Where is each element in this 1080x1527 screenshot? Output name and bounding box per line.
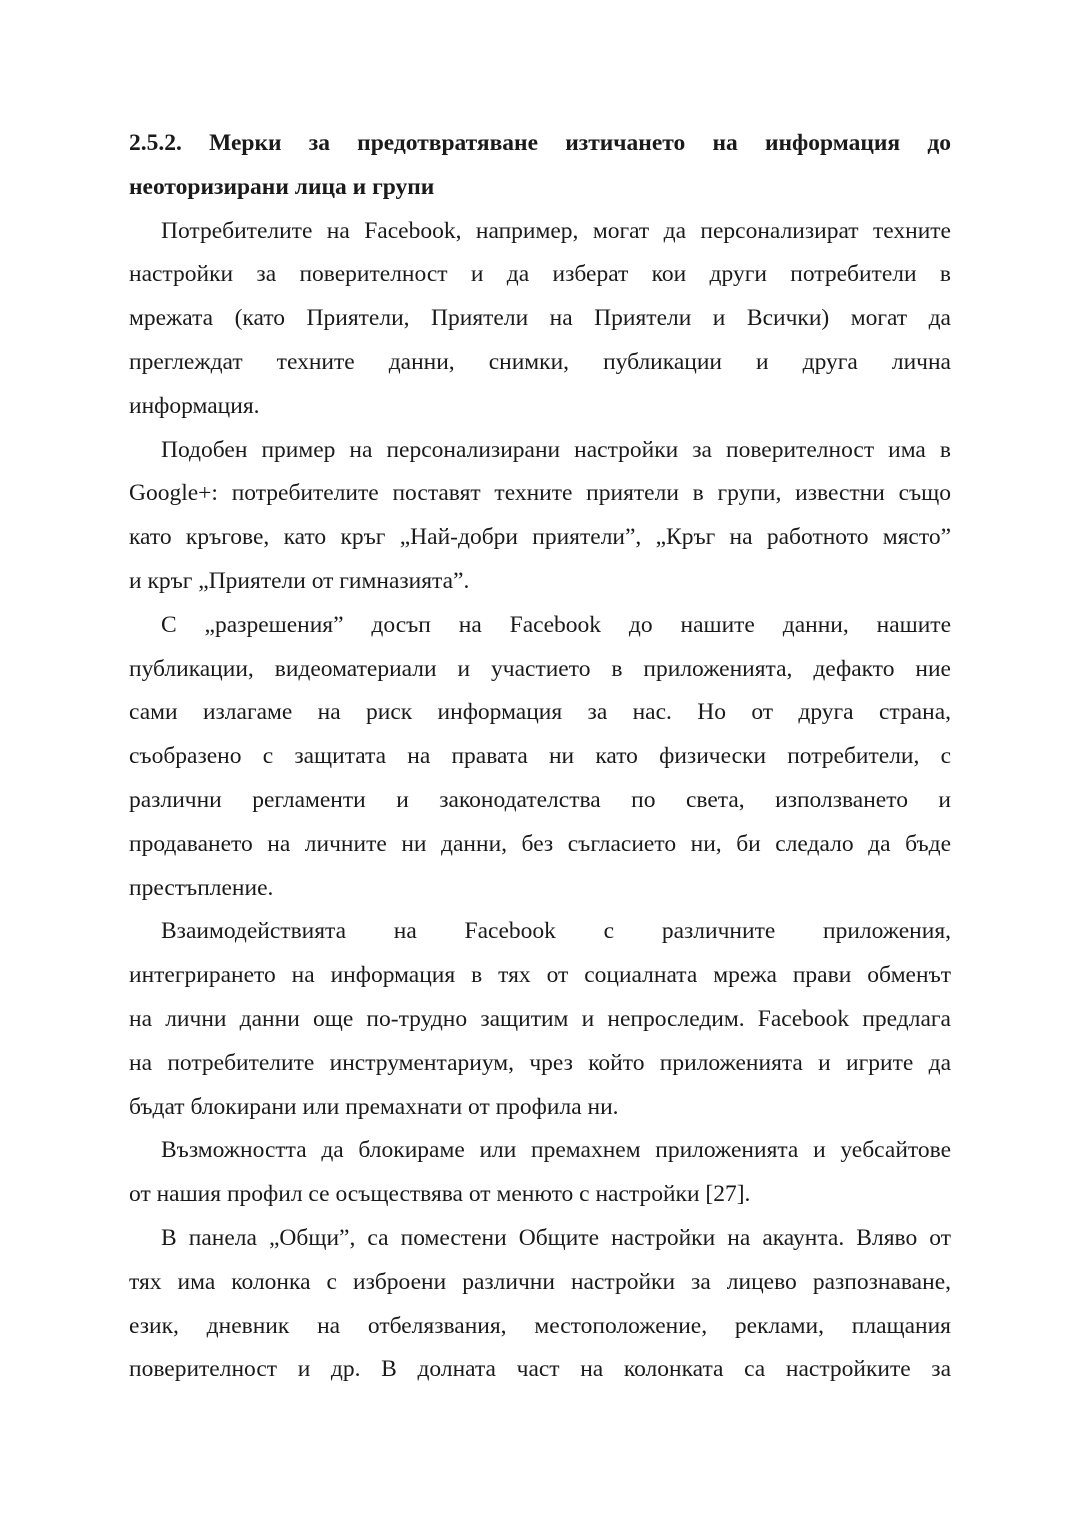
text-line: поверителност и др. В долната част на колонката са настройките за xyxy=(129,1356,951,1383)
text-line: престъпление. xyxy=(129,874,274,901)
text-line: интегрирането на информация в тях от социалната мрежа прави обменът xyxy=(129,962,951,989)
heading-line: 2.5.2. Мерки за предотвратяване изтичането на информация до xyxy=(129,130,951,156)
text-line: бъдат блокирани или премахнати от профила ни. xyxy=(129,1093,619,1120)
text-line: Взаимодействията на Facebook с различните приложения, xyxy=(161,918,951,945)
paragraph-google-plus xyxy=(129,429,951,604)
text-line: сами излагаме на риск информация за нас. Но от друга страна, xyxy=(129,699,951,726)
paragraph-facebook-privacy xyxy=(129,210,951,429)
section-heading xyxy=(129,122,951,210)
text-line: преглеждат техните данни, снимки, публикации и друга лична xyxy=(129,348,951,375)
paragraph-general-panel xyxy=(129,1217,951,1392)
text-line: език, дневник на отбелязвания, местоположение, реклами, плащания xyxy=(129,1312,951,1339)
text-line: В панела „Общи”, са поместени Общите настройки на акаунта. Вляво от xyxy=(161,1224,951,1251)
paragraph-app-interactions xyxy=(129,910,951,1129)
text-line: Потребителите на Facebook, например, могат да персонализират техните xyxy=(161,217,951,244)
text-line: мрежата (като Приятели, Приятели на Приятели и Всички) могат да xyxy=(129,305,951,332)
text-line: съобразено с защитата на правата ни като физически потребители, с xyxy=(129,743,951,770)
heading-line: неоторизирани лица и групи xyxy=(129,173,435,200)
text-line: различни регламенти и законодателства по света, използването и xyxy=(129,786,951,813)
text-line: Подобен пример на персонализирани настройки за поверителност има в xyxy=(161,436,951,463)
text-line: настройки за поверителност и да изберат кои други потребители в xyxy=(129,261,951,288)
text-line: С „разрешения” досъп на Facebook до нашите данни, нашите xyxy=(161,611,951,638)
text-line: Google+: потребителите поставят техните приятели в групи, известни също xyxy=(129,480,951,507)
text-line: продаването на личните ни данни, без съгласието ни, би следало да бъде xyxy=(129,830,951,857)
document-page xyxy=(129,122,951,1392)
text-line: и кръг „Приятели от гимназията”. xyxy=(129,567,470,594)
text-line: Възможността да блокираме или премахнем приложенията и уебсайтове xyxy=(161,1137,951,1164)
paragraph-permissions xyxy=(129,604,951,911)
text-line: като кръгове, като кръг „Най-добри приятели”, „Кръг на работното място” xyxy=(129,524,951,551)
text-line: информация. xyxy=(129,392,260,419)
paragraph-blocking-apps xyxy=(129,1129,951,1217)
text-line: от нашия профил се осъществява от менюто с настройки [27]. xyxy=(129,1181,751,1208)
text-line: тях има колонка с изброени различни настройки за лицево разпознаване, xyxy=(129,1268,951,1295)
text-line: на лични данни още по-трудно защитим и непроследим. Facebook предлага xyxy=(129,1005,951,1032)
text-line: публикации, видеоматериали и участието в приложенията, дефакто ние xyxy=(129,655,951,682)
text-line: на потребителите инструментариум, чрез който приложенията и игрите да xyxy=(129,1049,951,1076)
